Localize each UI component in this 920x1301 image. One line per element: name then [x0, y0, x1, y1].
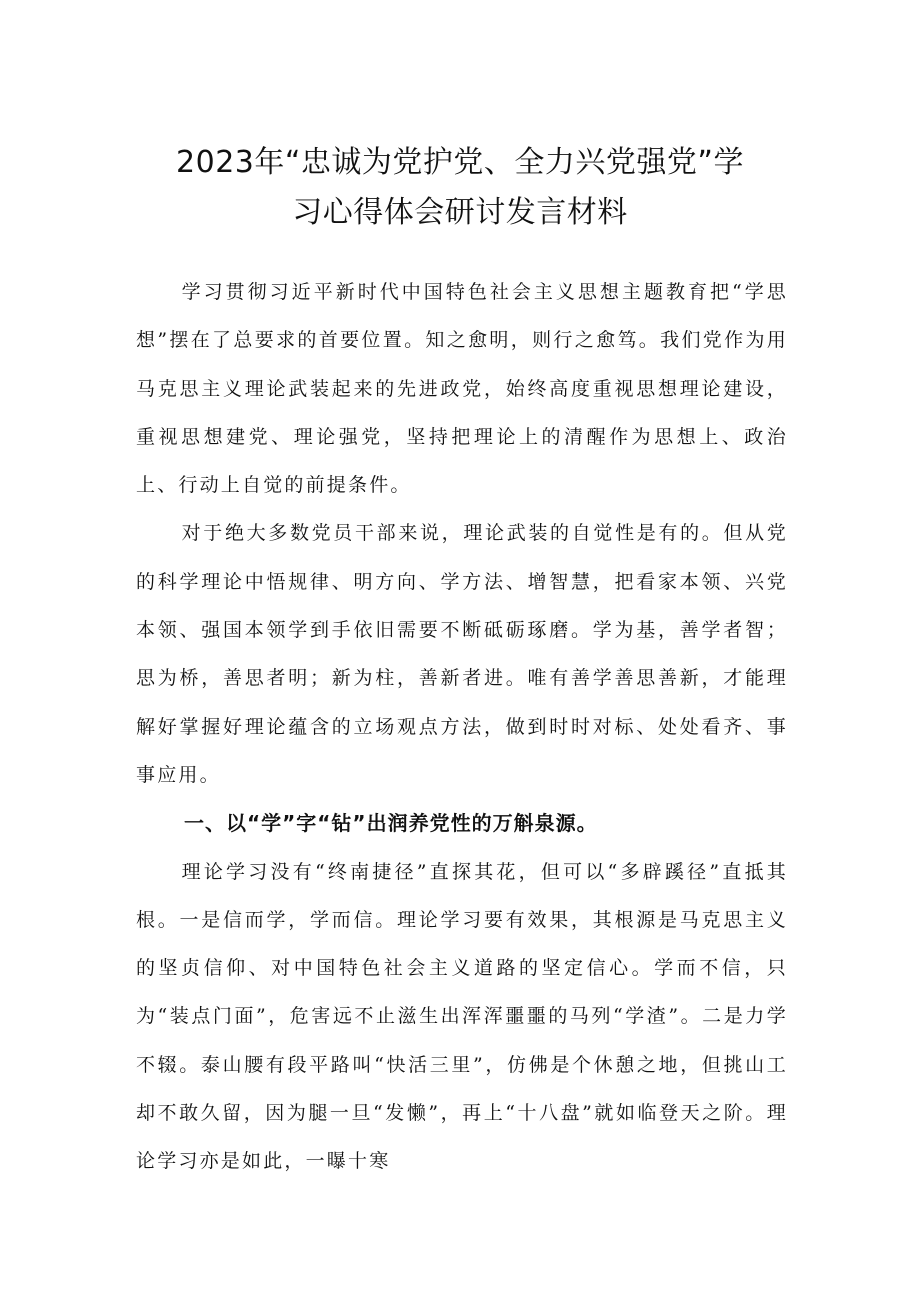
paragraph-2: 对于绝大多数党员干部来说，理论武装的自觉性是有的。但从党的科学理论中悟规律、明方向、学方法、增智慧，把看家本领、兴党本领、强国本领学到手依旧需要不断砥砺琢磨。学为基，善学者智；思为桥，善思者明；新为柱，善新者进。唯有善学善思善新，才能理解好掌握好理论蕴含的立场观点方法，做到时时对标、处处看齐、事事应用。	[136, 522, 788, 786]
document-title	[120, 138, 800, 238]
paragraph-3: 理论学习没有“终南捷径”直探其花，但可以“多辟蹊径”直抵其根。一是信而学，学而信。理论学习要有效果，其根源是马克思主义的坚贞信仰、对中国特色社会主义道路的坚定信心。学而不信，只为“装点门面”，危害远不止滋生出浑浑噩噩的马列“学渣”。二是力学不辍。泰山腰有段平路叫“快活三里”，仿佛是个休憩之地，但挑山工却不敢久留，因为腿一旦“发懒”，再上“十八盘”就如临登天之阶。理论学习亦是如此，一曝十寒	[136, 860, 788, 1173]
document-body	[136, 268, 788, 1186]
title-line-1: 2023年“忠诚为党护党、全力兴党强党”学	[176, 145, 744, 180]
paragraph-1: 学习贯彻习近平新时代中国特色社会主义思想主题教育把“学思想”摆在了总要求的首要位置。知之愈明，则行之愈笃。我们党作为用马克思主义理论武装起来的先进政党，始终高度重视思想理论建设，重视思想建党、理论强党，坚持把理论上的清醒作为思想上、政治上、行动上自觉的前提条件。	[136, 281, 788, 497]
title-line-2: 习心得体会研讨发言材料	[292, 195, 628, 230]
section-heading: 一、以“学”字“钻”出润养党性的万斛泉源。	[184, 811, 598, 836]
